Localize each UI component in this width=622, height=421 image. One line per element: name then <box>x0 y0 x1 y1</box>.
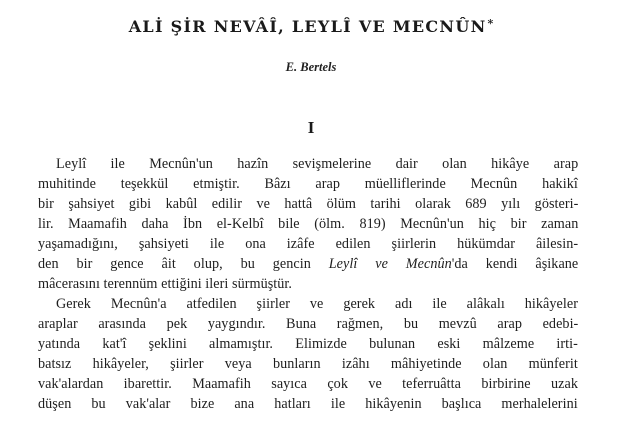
body-line-7: mâcerasını terennüm ettiğini ileri sürmüştür. <box>38 276 293 292</box>
body-line-4: lir. Maamafih daha İbn el-Kelbî bile (ölm. 819) Mecnûn'un hiç bir zaman <box>38 216 579 232</box>
body-line-6-tail: 'da kendi âşikane <box>451 256 579 272</box>
article-title <box>0 17 622 36</box>
body-line-3: bir şahsiyet gibi kabûl edilir ve hattâ ölüm tarihi olarak 689 yılı gösteri- <box>38 196 579 212</box>
body-line-9: araplar arasında pek yaygındır. Buna rağmen, bu mevzû arap edebi- <box>38 316 579 332</box>
article-title-text: ALİ ŞİR NEVÂÎ, LEYLÎ VE MECNÛN <box>128 17 487 36</box>
body-line-2: muhitinde teşekkül etmiştir. Bâzı arap müelliflerinde Mecnûn hakikî <box>38 176 578 192</box>
body-line-6 <box>38 254 578 274</box>
body-line-12: vak'alardan ibarettir. Maamafih sayıca çok ve teferruâtta birbirine uzak <box>38 376 578 392</box>
body-line-1: Leylî ile Mecnûn'un hazîn sevişmelerine dair olan hikâye arap <box>56 156 579 172</box>
author-name: E. Bertels <box>285 60 337 74</box>
body-line-6-text: den bir gence âit olup, bu gencin <box>38 256 311 272</box>
body-line-11: batsız hikâyeler, şiirler veya bunların izâhı mâhiyetinde olan münferit <box>38 356 578 372</box>
body-line-13: düşen bu vak'alar bize ana hatları ile hikâyenin başlıca merhalelerini <box>38 396 578 412</box>
section-number: I <box>307 118 315 137</box>
footnote-mark: * <box>487 17 494 30</box>
body-line-8: Gerek Mecnûn'a atfedilen şiirler ve gerek adı ile alâkalı hikâyeler <box>56 296 578 312</box>
body-line-10: yatında kat'î şeklini almamıştır. Elimizde bulunan eski mâlzeme irti- <box>38 336 578 352</box>
work-title-italic: Leylî ve Mecnûn <box>328 256 452 272</box>
body-line-5: yaşamadığını, şahsiyeti ile ona izâfe edilen şiirlerin hükümdar âilesin- <box>38 236 579 252</box>
